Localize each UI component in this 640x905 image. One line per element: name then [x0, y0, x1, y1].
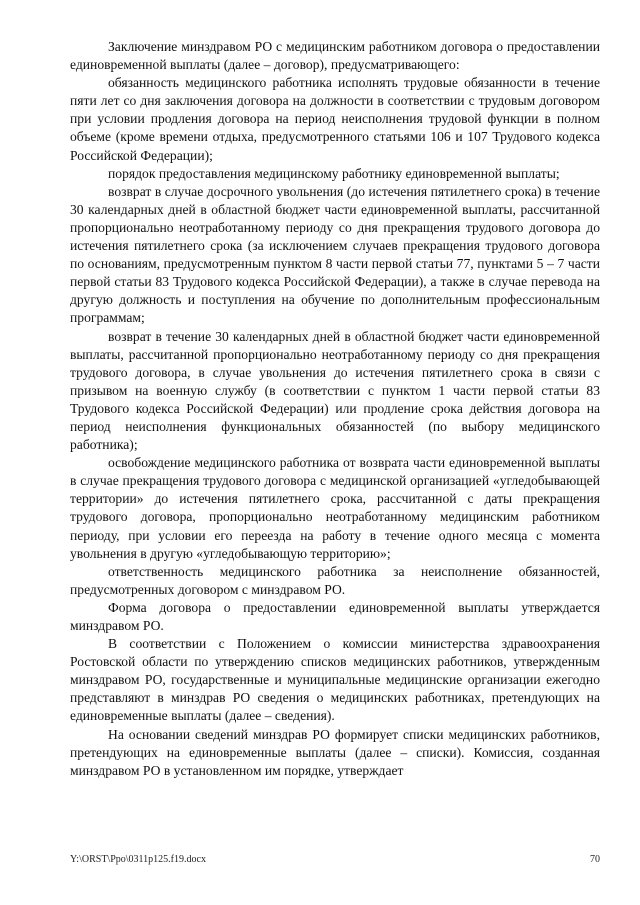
document-body	[70, 38, 600, 780]
paragraph: обязанность медицинского работника исполнять трудовые обязанности в течение пяти лет со дня заключения договора на должности в соответствии с трудовым договором при условии продления договора на период неисполнения трудовой функции в полном объеме (кроме времени отдыха, предусмотренного статьями 106 и 107 Трудового кодекса Российской Федерации);	[70, 75, 600, 163]
page-number: 70	[590, 854, 600, 865]
paragraph: Заключение минздравом РО с медицинским работником договора о предоставлении единовременной выплаты (далее – договор), предусматривающего:	[70, 39, 600, 73]
footer-file-path: Y:\ORST\Ppo\0311p125.f19.docx	[70, 854, 206, 865]
paragraph: освобождение медицинского работника от возврата части единовременной выплаты в случае прекращения трудового договора с медицинской организацией «угледобывающей территории» до истечения пятилетнего срока, рассчитанной с даты прекращения трудового договора, пропорционально неотработанному медицинским работником периоду, при условии его переезда на работу в течение одного месяца с момента увольнения в другую «угледобывающую территорию»;	[70, 455, 600, 561]
paragraph: возврат в случае досрочного увольнения (до истечения пятилетнего срока) в течение 30 календарных дней в областной бюджет части единовременной выплаты, рассчитанной пропорционально неотработанному периоду со дня прекращения трудового договора до истечения пятилетнего срока (за исключением случаев прекращения трудового договора по основаниям, предусмотренным пунктом 8 части первой статьи 77, пунктами 5 – 7 части первой статьи 83 Трудового кодекса Российской Федерации), а также в случае перевода на другую должность и поступления на обучение по дополнительным профессиональным программам;	[70, 183, 600, 326]
paragraph: На основании сведений минздрав РО формирует списки медицинских работников, претендующих на единовременные выплаты (далее – списки). Комиссия, созданная минздравом РО в установленном им порядке, утверждает	[70, 726, 600, 778]
paragraph: Форма договора о предоставлении единовременной выплаты утверждается минздравом РО.	[70, 599, 600, 633]
paragraph: возврат в течение 30 календарных дней в областной бюджет части единовременной выплаты, рассчитанной пропорционально неотработанному периоду со дня прекращения трудового договора, в случае увольнения до истечения пятилетнего срока в связи с призывом на военную службу (в соответствии с пунктом 1 части первой статьи 83 Трудового кодекса Российской Федерации) или продление срока действия договора на период неисполнения функциональных обязанностей (по выбору медицинского работника);	[70, 328, 600, 453]
paragraph: ответственность медицинского работника за неисполнение обязанностей, предусмотренных договором с минздравом РО.	[70, 563, 600, 597]
paragraph: В соответствии с Положением о комиссии министерства здравоохранения Ростовской области по утверждению списков медицинских работников, утвержденным минздравом РО, государственные и муниципальные медицинские организации ежегодно представляют в минздрав РО сведения о медицинских работниках, претендующих на единовременные выплаты (далее – сведения).	[70, 636, 600, 724]
paragraph: порядок предоставления медицинскому работнику единовременной выплаты;	[108, 165, 560, 181]
